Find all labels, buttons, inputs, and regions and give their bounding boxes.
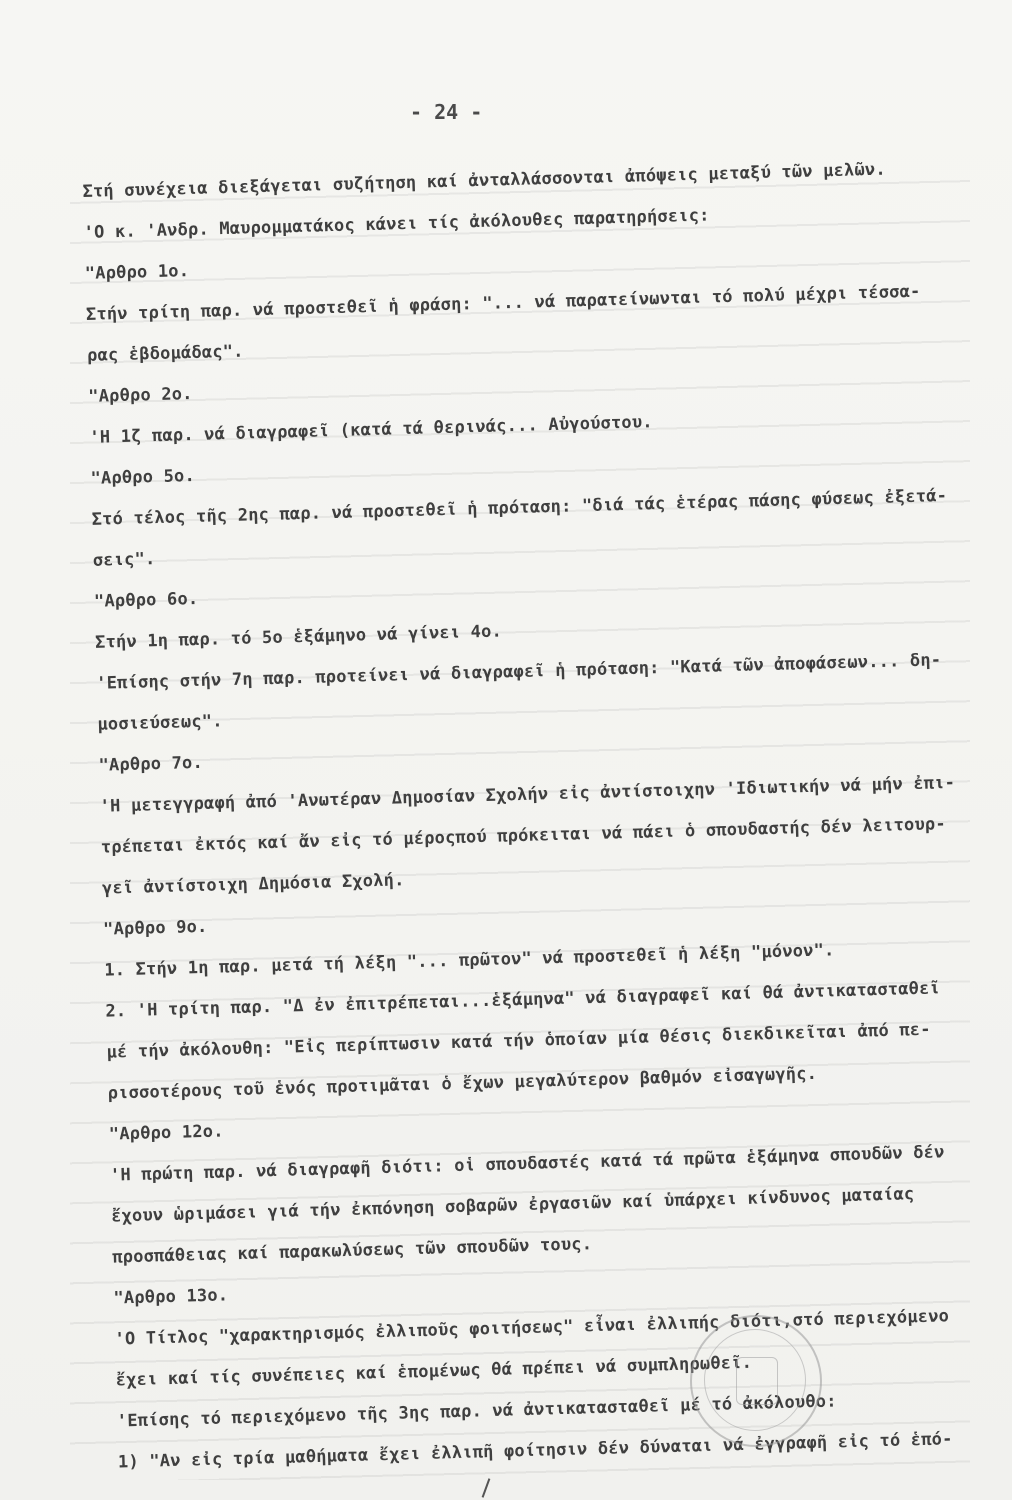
text-line: ἔχουν ὡριμάσει γιά τήν ἐκπόνηση σοβαρῶν ἐργασιῶν καί ὑπάρχει κίνδυνος ματαίας	[110, 1184, 915, 1227]
pen-mark	[482, 1478, 491, 1497]
stamp-emblem-icon	[736, 1357, 778, 1405]
text-line: 'Επίσης τό περιεχόμενο τῆς 3ης παρ. νά ἀντικατασταθεῖ μέ τό ἀκόλουθο:	[116, 1391, 837, 1432]
text-line: "Αρθρο 9ο.	[102, 916, 208, 940]
text-line: Στήν τρίτη παρ. νά προστεθεῖ ἡ φράση: "... νά παρατείνωνται τό πολύ μέχρι τέσσα-	[85, 281, 921, 325]
text-line: τρέπεται ἐκτός καί ἄν εἰς τό μέροςπού πρόκειται νά πάει ὁ σπουδαστής δέν λειτουρ-	[100, 814, 947, 858]
text-line: 2. 'Η τρίτη παρ. "Δ ἐν ἐπιτρέπεται...ἑξάμηνα" νά διαγραφεῖ καί θά ἀντικατασταθεῖ	[105, 978, 941, 1022]
text-line: Στήν 1η παρ. τό 5ο ἑξάμηνο νά γίνει 4ο.	[94, 621, 503, 653]
text-line: ἔχει καί τίς συνέπειες καί ἑπομένως θά πρέπει νά συμπληρωθεῖ.	[115, 1352, 753, 1391]
text-line: 'Η 1ζ παρ. νά διαγραφεῖ (κατά τά θερινάς... Αὐγούστου.	[89, 412, 653, 448]
text-line: γεῖ ἀντίστοιχη Δημόσια Σχολή.	[101, 870, 405, 899]
text-line: ρας ἑβδομάδας".	[86, 341, 244, 366]
text-line: "Αρθρο 2ο.	[88, 384, 193, 407]
text-line: 'Επίσης στήν 7η παρ. προτείνει νά διαγραφεῖ ἡ πρόταση: "Κατά τῶν ἀποφάσεων... δη-	[96, 650, 942, 694]
text-line: προσπάθειας καί παρακωλύσεως τῶν σπουδῶν τους.	[112, 1234, 593, 1268]
text-line: "Αρθρο 5ο.	[90, 465, 196, 489]
text-line: "Αρθρο 6ο.	[93, 588, 199, 612]
text-line: μέ τήν ἀκόλουθη: "Εἰς περίπτωσιν κατά τήν ὁποίαν μία θέσις διεκδικεῖται ἀπό πε-	[106, 1019, 931, 1063]
text-line: "Αρθρο 12ο.	[108, 1121, 224, 1145]
text-line: μοσιεύσεως".	[97, 711, 223, 735]
library-stamp-icon	[690, 1315, 822, 1447]
typed-body-text	[82, 147, 1012, 1484]
text-line: "Αρθρο 1ο.	[84, 261, 190, 284]
text-line: 'Ο Τίτλος "χαρακτηρισμός ἐλλιποῦς φοιτήσεως" εἶναι ἐλλιπής διότι,στό περιεχόμενο	[114, 1306, 950, 1350]
text-line: Στή συνέχεια διεξάγεται συζήτηση καί ἀνταλλάσσονται ἀπόψεις μεταξύ τῶν μελῶν.	[82, 159, 887, 202]
text-line: σεις".	[92, 549, 156, 571]
text-line: 'Η μετεγγραφή ἀπό 'Ανωτέραν Δημοσίαν Σχολήν εἰς ἀντίστοιχην 'Ιδιωτικήν νά μήν ἐπι-	[99, 772, 956, 817]
text-line: 1) "Αν εἰς τρία μαθήματα ἔχει ἐλλιπῆ φοίτησιν δέν δύναται νά ἐγγραφῆ εἰς τό ἑπό-	[117, 1429, 953, 1473]
page-number: - 24 -	[410, 100, 483, 124]
text-line: ρισσοτέρους τοῦ ἑνός προτιμᾶται ὁ ἔχων μεγαλύτερον βαθμόν εἰσαγωγῆς.	[107, 1063, 818, 1104]
text-line: "Αρθρο 7ο.	[98, 752, 204, 776]
text-line: Στό τέλος τῆς 2ης παρ. νά προστεθεῖ ἡ πρόταση: "διά τάς ἑτέρας πάσης φύσεως ἐξετά-	[91, 485, 948, 530]
text-line: "Αρθρο 13ο.	[113, 1285, 229, 1309]
text-line: 1. Στήν 1η παρ. μετά τή λέξη "... πρῶτον" νά προστεθεῖ ἡ λέξη "μόνον".	[104, 940, 835, 981]
text-line: 'Ο κ. 'Ανδρ. Μαυρομματάκος κάνει τίς ἀκόλουθες παρατηρήσεις:	[83, 205, 710, 243]
text-line: 'Η πρώτη παρ. νά διαγραφῆ διότι: οἱ σπουδαστές κατά τά πρῶτα ἑξάμηνα σπουδῶν δέν	[109, 1142, 945, 1186]
